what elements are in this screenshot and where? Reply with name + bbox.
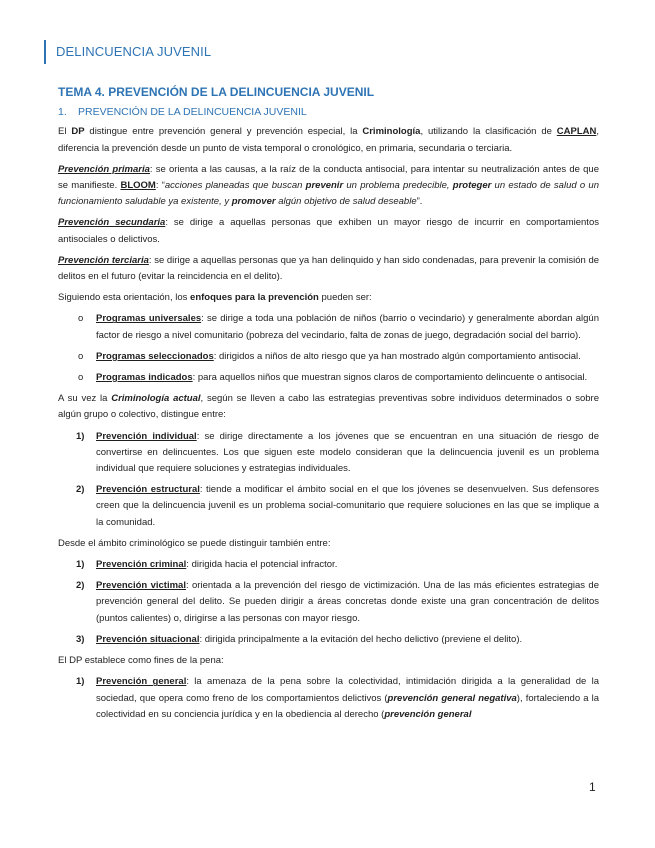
list-item: 2) Prevención victimal: orientada a la prevención del riesgo de victimización. Una de las más eficientes estrategias de prevención general del delito. Se pueden dirigir a áreas concretas donde existe una gran concentración de delitos (puntos calientes) o, dirigirse a las personas con mayor riesgo.	[76, 580, 600, 624]
list-item: 3) Prevención situacional: dirigida principalmente a la evitación del hecho delictivo (previene el delito).	[76, 633, 523, 645]
list-item: o Programas universales: se dirige a toda una población de niños (barrio o vecindario) y generalmente abordan algún factor de riesgo a nivel comunitario (pobreza del vecindario, falta de zonas de juego, degradación social del barrio).	[78, 313, 599, 341]
paragraph-ambito-criminologico: Desde el ámbito criminológico se puede distinguir también entre:	[58, 537, 331, 549]
paragraph-fines-pena: El DP establece como fines de la pena:	[58, 655, 224, 667]
list-criminologia-actual	[58, 429, 599, 531]
section-title: PREVENCIÓN DE LA DELINCUENCIA JUVENIL	[78, 106, 307, 119]
document-body	[58, 84, 599, 728]
list-item: 2) Prevención estructural: tiende a modificar el ámbito social en el que los jóvenes se desenvuelven. Sus defensores creen que la delincuencia juvenil es un problema social-comunitario que requiere soluciones en las que se implique a la comunidad.	[76, 484, 599, 528]
paragraph-intro: El DP distingue entre prevención general y prevención especial, la Criminología, utilizando la clasificación de CAPLAN, diferencia la prevención desde un punto de vista temporal o cronológico, en primaria, secundaria o terciaria.	[58, 126, 600, 154]
list-enfoques	[58, 311, 599, 386]
paragraph-enfoques-intro: Siguiendo esta orientación, los enfoques para la prevención pueden ser:	[58, 292, 372, 304]
chapter-heading: TEMA 4. PREVENCIÓN DE LA DELINCUENCIA JUVENIL	[58, 85, 375, 99]
paragraph-primaria: Prevención primaria: se orienta a las causas, a la raíz de la conducta antisocial, para intentar su neutralización antes de que se manifieste. BLOOM: “acciones planeadas que buscan prevenir un problema predecible, proteger un estado de salud o un funcionamiento saludable ya existente, y promover algún objetivo de salud deseable”.	[58, 163, 599, 208]
running-header: DELINCUENCIA JUVENIL	[56, 44, 212, 59]
section-heading	[58, 104, 599, 120]
paragraph-criminologia-actual: A su vez la Criminología actual, según se lleven a cabo las estrategias preventivas sobre individuos determinados o sobre algún grupo o colectivo, distingue entre:	[58, 393, 599, 421]
header-accent-bar	[44, 40, 46, 64]
page-number: 1	[589, 780, 596, 794]
list-fines-pena	[58, 674, 599, 723]
paragraph-secundaria: Prevención secundaria: se dirige a aquellas personas que exhiben un mayor riesgo de incurrir en comportamientos antisociales o delictivos.	[58, 217, 599, 245]
list-item: 1) Prevención general: la amenaza de la pena sobre la colectividad, intimidación dirigida a la generalidad de la sociedad, que opera como freno de los comportamientos delictivos (prevención general negativa), fortaleciendo a la colectividad en su conciencia jurídica y en la obediencia al derecho (prevención general	[76, 676, 600, 720]
list-item: o Programas seleccionados: dirigidos a niños de alto riesgo que ya han mostrado algún comportamiento antisocial.	[78, 350, 581, 362]
section-number: 1.	[58, 106, 67, 119]
list-item: o Programas indicados: para aquellos niños que muestran signos claros de comportamiento delincuente o antisocial.	[78, 372, 588, 384]
list-ambito-criminologico	[58, 557, 599, 648]
list-item: 1) Prevención individual: se dirige directamente a los jóvenes que se encuentran en una situación de riesgo de convertirse en delincuentes. Los que siguen este modelo consideran que la delincuencia juvenil es un problema individual que requiere soluciones y estrategias individuales.	[76, 430, 599, 475]
paragraph-terciaria: Prevención terciaria: se dirige a aquellas personas que ya han delinquido y han sido condenadas, para prevenir la comisión de delitos en el futuro (evitar la reincidencia en el delito).	[58, 254, 600, 283]
list-item: 1) Prevención criminal: dirigida hacia el potencial infractor.	[76, 559, 338, 571]
